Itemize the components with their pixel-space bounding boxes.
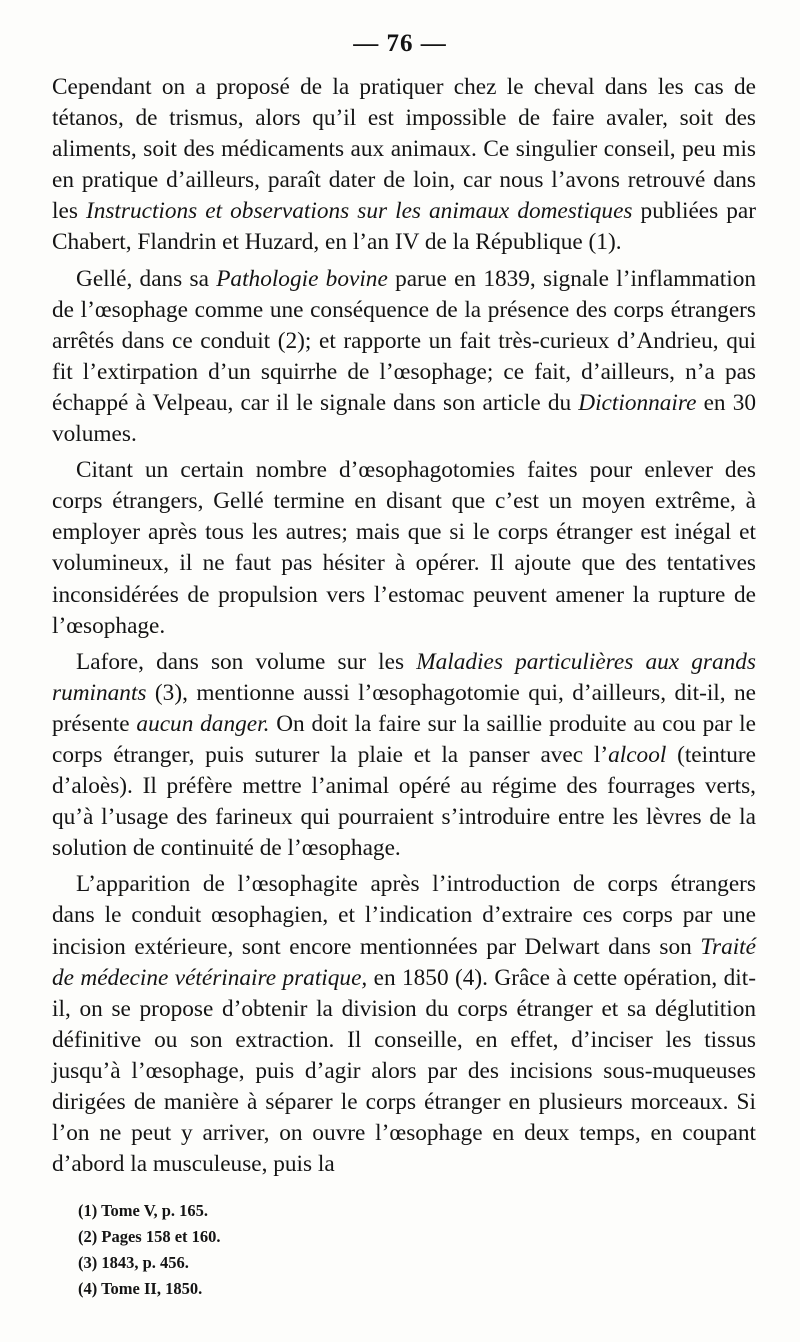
- paragraph: [52, 72, 756, 259]
- paragraph: [52, 647, 756, 865]
- text-run: en 30 volumes.: [52, 389, 756, 448]
- italic-text: Dictionnaire: [578, 389, 697, 416]
- text-run: en 1850 (4). Grâce à cette opération, dit-il, on se propose d’obtenir la division du corps étranger et sa déglutition définitive ou son extraction. Il conseille, en effet, d’inciser les tissus jusqu’à l’œsophage, puis d’agir alors par des incisions sous-muqueuses dirigées de manière à séparer le corps étranger en plusieurs morceaux. Si l’on ne peut y arriver, on ouvre l’œsophage en deux temps, en coupant d’abord la musculeuse, puis la: [52, 964, 756, 1178]
- text-run: Cependant on a proposé de la pratiquer chez le cheval dans les cas de tétanos, de trismus, alors qu’il est impossible de faire avaler, soit des aliments, soit des médicaments aux animaux. Ce singulier conseil, peu mis en pratique d’ailleurs, paraît dater de loin, car nous l’avons retrouvé dans les: [52, 74, 756, 225]
- paragraph: [52, 455, 756, 642]
- text-run: publiées par Chabert, Flandrin et Huzard, en l’an IV de la République (1).: [52, 198, 756, 256]
- footnotes: [78, 1198, 578, 1302]
- footnote: (2) Pages 158 et 160.: [78, 1227, 221, 1246]
- text-run: Citant un certain nombre d’œsophagotomies faites pour enlever des corps étrangers, Gellé termine en disant que c’est un moyen extrême, à employer après tous les autres; mais que si le corps étranger est inégal et volumineux, il ne faut pas hésiter à opérer. Il ajoute que des tentatives inconsidérées de propulsion vers l’estomac peuvent amener la rupture de l’œsophage.: [52, 457, 756, 639]
- footnote: (4) Tome II, 1850.: [78, 1279, 203, 1298]
- paragraph: [52, 869, 756, 1180]
- text-run: (teinture d’aloès). Il préfère mettre l’animal opéré au régime des fourrages verts, qu’à l’usage des farineux qui pourraient s’introduire entre les lèvres de la solution de continuité de l’œsophage.: [52, 741, 756, 862]
- paragraph: [52, 264, 756, 451]
- text-run: On doit la faire sur la saillie produite au cou par le corps étranger, puis suturer la plaie et la panser avec l’: [52, 710, 756, 768]
- italic-text: aucun danger.: [136, 710, 270, 737]
- footnote: (1) Tome V, p. 165.: [78, 1201, 209, 1220]
- italic-text: Traité de médecine vétérinaire pratique,: [52, 933, 756, 991]
- footnote: (3) 1843, p. 456.: [78, 1253, 189, 1272]
- text-run: (3), mentionne aussi l’œsophagotomie qui, d’ailleurs, dit-il, ne présente: [52, 679, 756, 737]
- italic-text: alcool: [608, 741, 667, 768]
- italic-text: Pathologie bovine: [216, 265, 388, 292]
- text-run: Gellé, dans sa: [76, 265, 217, 292]
- text-run: parue en 1839, signale l’inflammation de l’œsophage comme une conséquence de la présence des corps étrangers arrêtés dans ce conduit (2); et rapporte un fait très-curieux d’Andrieu, qui fit l’extirpation d’un squirrhe de l’œsophage; ce fait, d’ailleurs, n’a pas échappé à Velpeau, car il le signale dans son article du: [52, 265, 757, 416]
- text-run: Lafore, dans son volume sur les: [76, 648, 417, 675]
- page-number: — 76 —: [353, 30, 447, 57]
- text-run: L’apparition de l’œsophagite après l’introduction de corps étrangers dans le conduit œsophagien, et l’indication d’extraire ces corps par une incision extérieure, sont encore mentionnées par Delwart dans son: [52, 871, 756, 960]
- italic-text: Maladies particulières aux grands ruminants: [52, 648, 756, 706]
- body-text: [52, 72, 756, 1185]
- italic-text: Instructions et observations sur les animaux domestiques: [85, 198, 633, 225]
